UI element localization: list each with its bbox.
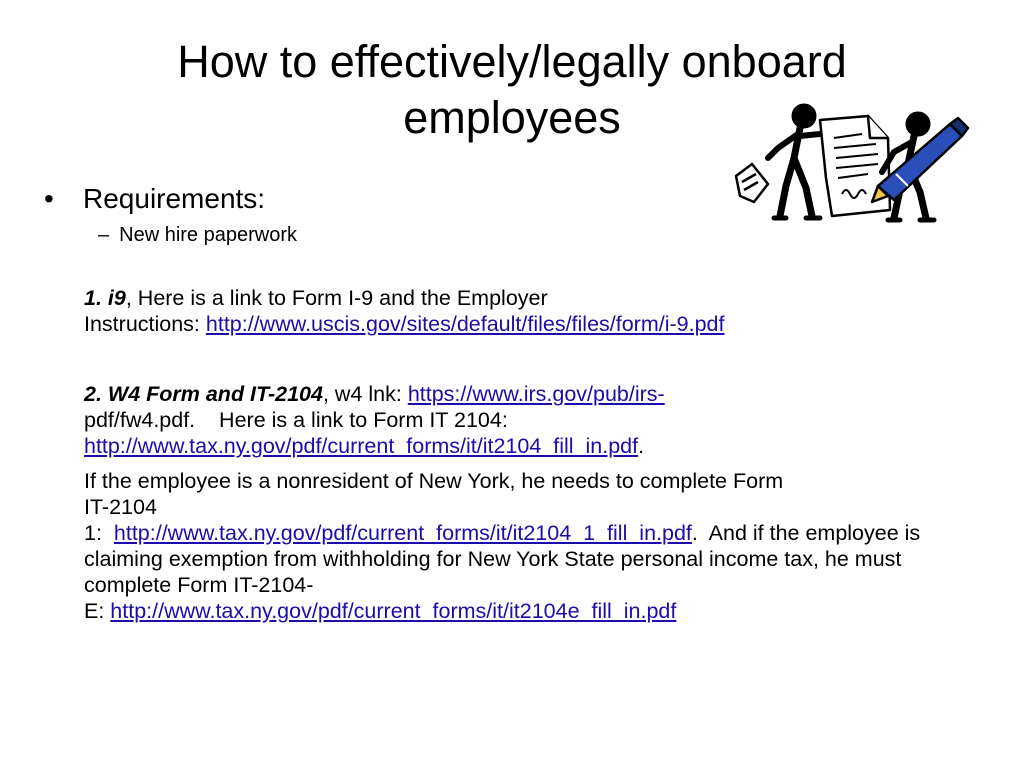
title-line-1: How to effectively/legally onboard: [177, 36, 847, 87]
w4-link[interactable]: https://www.irs.gov/pub/irs-: [407, 382, 665, 406]
it2104e-link[interactable]: http://www.tax.ny.gov/pdf/current_forms/it/it2104e_fill_in.pdf: [110, 599, 677, 623]
sub-bullet-label: New hire paperwork: [119, 224, 297, 246]
paragraph-i9: [84, 285, 964, 337]
nonresident-text-b: IT-2104: [84, 495, 157, 519]
sub-bullet-marker: –: [98, 224, 110, 246]
i9-lead: 1. i9: [84, 286, 126, 310]
bullet-marker: •: [44, 183, 54, 214]
nonresident-text-c: 1:: [84, 521, 114, 545]
w4-text-b: pdf/fw4.pdf. Here is a link to Form IT 2104:: [84, 408, 508, 432]
i9-text-a: , Here is a link to Form I-9 and the Employer: [125, 286, 548, 310]
title-line-2: employees: [403, 92, 621, 143]
w4-lead: 2. W4 Form and IT-2104: [84, 382, 323, 406]
paragraph-w4-it2104: [84, 381, 964, 459]
w4-text-c: .: [638, 434, 645, 458]
paragraph-nonresident: [84, 468, 964, 624]
i9-text-b: Instructions:: [84, 312, 206, 336]
nonresident-text-a: If the employee is a nonresident of New York, he needs to complete Form: [84, 469, 784, 493]
w4-text-a: , w4 lnk:: [322, 382, 408, 406]
nonresident-text-d: . And if the employee is claiming exemption from withholding for New York State personal income tax, he must complete Form IT-2104-: [84, 521, 921, 597]
bullet-requirements-label: Requirements:: [83, 183, 266, 214]
sub-bullet-new-hire-paperwork: [98, 222, 297, 248]
nonresident-text-e: E:: [84, 599, 111, 623]
people-signing-document-icon: [728, 98, 970, 228]
i9-form-link[interactable]: http://www.uscis.gov/sites/default/files/files/form/i-9.pdf: [205, 312, 725, 336]
it2104-1-link[interactable]: http://www.tax.ny.gov/pdf/current_forms/it/it2104_1_fill_in.pdf: [113, 521, 692, 545]
it2104-link[interactable]: http://www.tax.ny.gov/pdf/current_forms/it/it2104_fill_in.pdf: [84, 434, 639, 458]
